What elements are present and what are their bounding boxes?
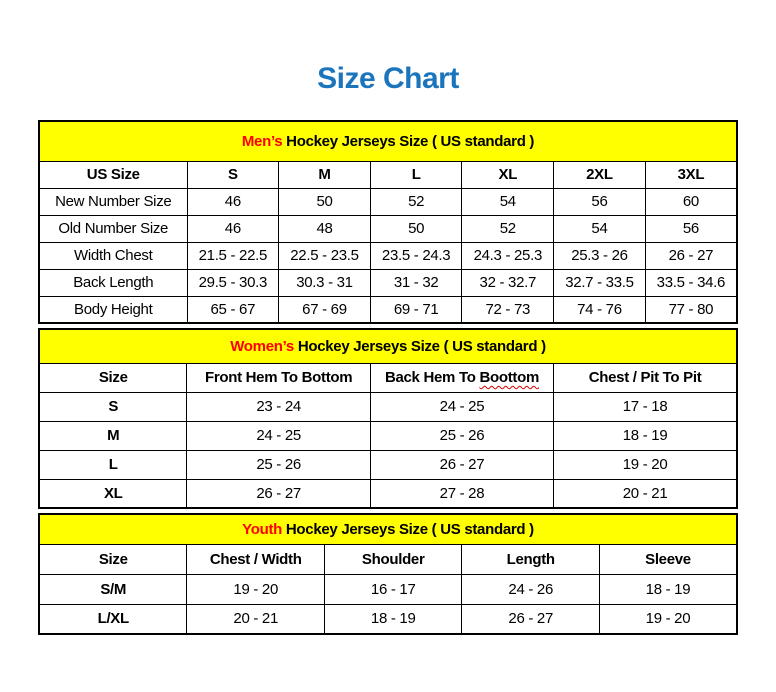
value-cell: 26 - 27 — [645, 242, 737, 269]
value-cell: 23.5 - 24.3 — [370, 242, 462, 269]
table-row — [39, 269, 737, 296]
value-cell: 54 — [462, 188, 554, 215]
value-cell: 24 - 26 — [462, 574, 600, 604]
value-cell: 24 - 25 — [370, 392, 553, 421]
column-header: Chest / Pit To Pit — [554, 363, 737, 392]
table-row — [39, 392, 737, 421]
row-label-cell: XL — [39, 479, 187, 508]
womens-column-header-row — [39, 363, 737, 392]
value-cell: 65 - 67 — [187, 296, 279, 323]
value-cell: 54 — [554, 215, 646, 242]
womens-size-table — [38, 328, 738, 509]
table-row — [39, 574, 737, 604]
value-cell: 21.5 - 22.5 — [187, 242, 279, 269]
youth-banner-highlight: Youth — [242, 520, 283, 538]
value-cell: 17 - 18 — [554, 392, 737, 421]
row-label-cell: L/XL — [39, 604, 187, 634]
value-cell: 26 - 27 — [370, 450, 553, 479]
value-cell: 24 - 25 — [187, 421, 370, 450]
row-label-cell: M — [39, 421, 187, 450]
column-header: Shoulder — [324, 544, 462, 574]
value-cell: 18 - 19 — [324, 604, 462, 634]
row-label-cell: L — [39, 450, 187, 479]
column-header: Front Hem To Bottom — [187, 363, 370, 392]
value-cell: 33.5 - 34.6 — [645, 269, 737, 296]
value-cell: 52 — [370, 188, 462, 215]
value-cell: 46 — [187, 188, 279, 215]
value-cell: 46 — [187, 215, 279, 242]
table-row — [39, 296, 737, 323]
table-row — [39, 604, 737, 634]
value-cell: 69 - 71 — [370, 296, 462, 323]
column-header-misspelled — [370, 363, 553, 392]
value-cell: 60 — [645, 188, 737, 215]
misspelling-prefix: Back Hem To — [384, 369, 480, 386]
value-cell: 16 - 17 — [324, 574, 462, 604]
womens-banner-text: Hockey Jerseys Size ( US standard ) — [293, 337, 546, 355]
row-label-cell: S/M — [39, 574, 187, 604]
value-cell: 22.5 - 23.5 — [279, 242, 371, 269]
row-label-cell: Old Number Size — [39, 215, 187, 242]
column-header: Size — [39, 363, 187, 392]
value-cell: 56 — [554, 188, 646, 215]
mens-banner-highlight: Men’s — [241, 132, 283, 150]
value-cell: 18 - 19 — [599, 574, 737, 604]
value-cell: 20 - 21 — [554, 479, 737, 508]
column-header: 3XL — [645, 161, 737, 188]
womens-section-banner — [39, 329, 737, 363]
value-cell: 32.7 - 33.5 — [554, 269, 646, 296]
column-header: L — [370, 161, 462, 188]
value-cell: 30.3 - 31 — [279, 269, 371, 296]
value-cell: 26 - 27 — [462, 604, 600, 634]
column-header: Chest / Width — [187, 544, 325, 574]
column-header: Length — [462, 544, 600, 574]
youth-banner-text: Hockey Jerseys Size ( US standard ) — [282, 520, 534, 538]
column-header: XL — [462, 161, 554, 188]
column-header: Sleeve — [599, 544, 737, 574]
value-cell: 24.3 - 25.3 — [462, 242, 554, 269]
value-cell: 48 — [279, 215, 371, 242]
youth-size-table — [38, 513, 738, 635]
value-cell: 27 - 28 — [370, 479, 553, 508]
mens-banner-row — [39, 121, 737, 161]
mens-size-table — [38, 120, 738, 324]
value-cell: 23 - 24 — [187, 392, 370, 421]
mens-banner-text: Hockey Jerseys Size ( US standard ) — [282, 132, 535, 150]
youth-banner-row — [39, 514, 737, 544]
column-header: Size — [39, 544, 187, 574]
value-cell: 50 — [279, 188, 371, 215]
value-cell: 25.3 - 26 — [554, 242, 646, 269]
mens-column-header-row — [39, 161, 737, 188]
value-cell: 52 — [462, 215, 554, 242]
table-row — [39, 450, 737, 479]
value-cell: 67 - 69 — [279, 296, 371, 323]
value-cell: 19 - 20 — [187, 574, 325, 604]
value-cell: 19 - 20 — [554, 450, 737, 479]
youth-section-banner — [39, 514, 737, 544]
table-row — [39, 479, 737, 508]
row-label-cell: S — [39, 392, 187, 421]
value-cell: 72 - 73 — [462, 296, 554, 323]
table-row — [39, 242, 737, 269]
row-label-cell: New Number Size — [39, 188, 187, 215]
table-row — [39, 215, 737, 242]
value-cell: 18 - 19 — [554, 421, 737, 450]
value-cell: 74 - 76 — [554, 296, 646, 323]
column-header: 2XL — [554, 161, 646, 188]
youth-column-header-row — [39, 544, 737, 574]
value-cell: 19 - 20 — [599, 604, 737, 634]
mens-section-banner — [39, 121, 737, 161]
value-cell: 50 — [370, 215, 462, 242]
value-cell: 20 - 21 — [187, 604, 325, 634]
page-title: Size Chart — [317, 62, 459, 95]
column-header: US Size — [39, 161, 187, 188]
row-label-cell: Width Chest — [39, 242, 187, 269]
row-label-cell: Body Height — [39, 296, 187, 323]
column-header: M — [279, 161, 371, 188]
table-row — [39, 421, 737, 450]
value-cell: 77 - 80 — [645, 296, 737, 323]
value-cell: 25 - 26 — [187, 450, 370, 479]
value-cell: 56 — [645, 215, 737, 242]
value-cell: 25 - 26 — [370, 421, 553, 450]
misspelled-word-spellcheck-underline: Boottom — [479, 369, 539, 386]
column-header: S — [187, 161, 279, 188]
womens-banner-row — [39, 329, 737, 363]
value-cell: 26 - 27 — [187, 479, 370, 508]
value-cell: 31 - 32 — [370, 269, 462, 296]
row-label-cell: Back Length — [39, 269, 187, 296]
value-cell: 32 - 32.7 — [462, 269, 554, 296]
value-cell: 29.5 - 30.3 — [187, 269, 279, 296]
womens-banner-highlight: Women’s — [230, 337, 294, 355]
table-row — [39, 188, 737, 215]
